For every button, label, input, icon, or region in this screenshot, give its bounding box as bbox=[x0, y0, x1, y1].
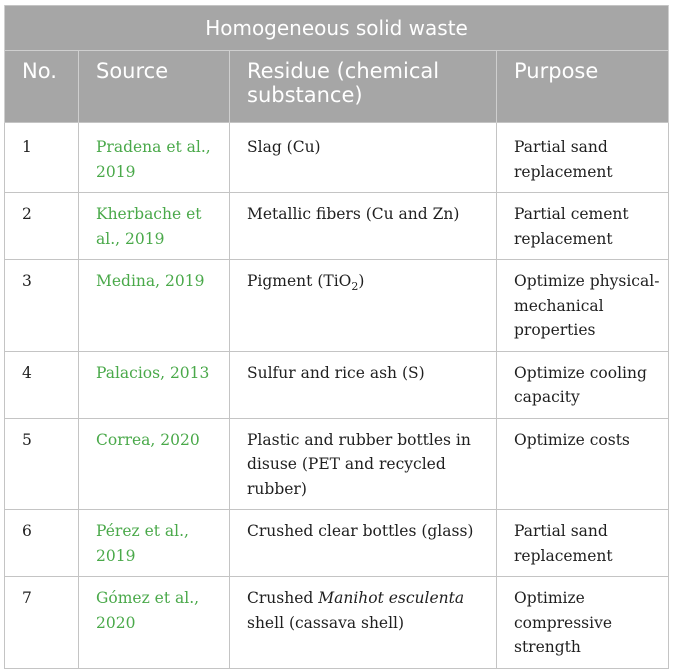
header-residue: Residue (chemical substance) bbox=[230, 51, 497, 123]
residue-cell bbox=[230, 577, 497, 669]
source-link[interactable]: Gómez et al., 2020 bbox=[79, 577, 230, 669]
table-row bbox=[5, 123, 669, 193]
species-name: Manihot esculenta bbox=[318, 589, 465, 607]
row-number: 1 bbox=[5, 123, 79, 193]
residue-text: Pigment (TiO bbox=[247, 272, 352, 290]
table-title: Homogeneous solid waste bbox=[5, 6, 669, 51]
subscript: 2 bbox=[351, 280, 359, 294]
residue-text: shell (cassava shell) bbox=[247, 613, 405, 632]
purpose-cell: Partial sand replacement bbox=[497, 510, 669, 577]
residue-cell: Sulfur and rice ash (S) bbox=[230, 351, 497, 418]
residue-text: Crushed bbox=[247, 589, 319, 607]
residue-cell: Metallic fibers (Cu and Zn) bbox=[230, 193, 497, 260]
table-row bbox=[5, 193, 669, 260]
row-number: 4 bbox=[5, 351, 79, 418]
source-link[interactable]: Correa, 2020 bbox=[79, 418, 230, 510]
residue-cell: Plastic and rubber bottles in disuse (PET and recycled rubber) bbox=[230, 418, 497, 510]
row-number: 6 bbox=[5, 510, 79, 577]
purpose-cell: Optimize cooling capacity bbox=[497, 351, 669, 418]
homogeneous-solid-waste-table bbox=[4, 5, 669, 669]
table-row bbox=[5, 418, 669, 510]
source-link[interactable]: Pradena et al., 2019 bbox=[79, 123, 230, 193]
purpose-cell: Optimize physical-mechanical properties bbox=[497, 260, 669, 352]
purpose-cell: Optimize compressive strength bbox=[497, 577, 669, 669]
purpose-cell: Partial cement replacement bbox=[497, 193, 669, 260]
row-number: 2 bbox=[5, 193, 79, 260]
purpose-cell: Optimize costs bbox=[497, 418, 669, 510]
purpose-cell: Partial sand replacement bbox=[497, 123, 669, 193]
residue-cell: Slag (Cu) bbox=[230, 123, 497, 193]
header-source: Source bbox=[79, 51, 230, 123]
row-number: 3 bbox=[5, 260, 79, 352]
table-row bbox=[5, 351, 669, 418]
header-no: No. bbox=[5, 51, 79, 123]
residue-text: ) bbox=[358, 272, 365, 290]
table-row bbox=[5, 510, 669, 577]
header-purpose: Purpose bbox=[497, 51, 669, 123]
residue-cell bbox=[230, 260, 497, 352]
table-row bbox=[5, 577, 669, 669]
row-number: 7 bbox=[5, 577, 79, 669]
source-link[interactable]: Pérez et al., 2019 bbox=[79, 510, 230, 577]
source-link[interactable]: Kherbache et al., 2019 bbox=[79, 193, 230, 260]
table-row bbox=[5, 260, 669, 352]
source-link[interactable]: Palacios, 2013 bbox=[79, 351, 230, 418]
residue-cell: Crushed clear bottles (glass) bbox=[230, 510, 497, 577]
row-number: 5 bbox=[5, 418, 79, 510]
source-link[interactable]: Medina, 2019 bbox=[79, 260, 230, 352]
